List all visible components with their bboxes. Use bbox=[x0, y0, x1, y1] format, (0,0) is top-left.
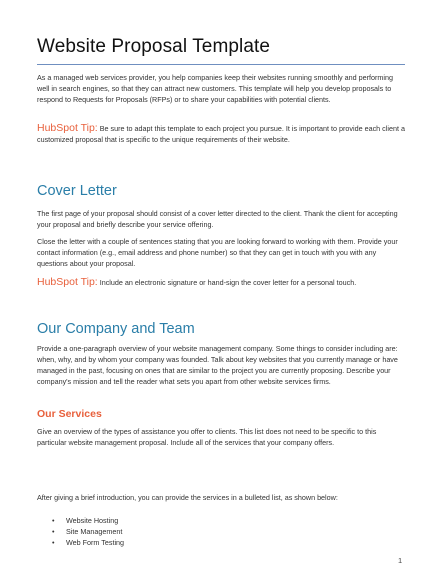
bullet-icon: • bbox=[52, 527, 55, 537]
list-item-text: Site Management bbox=[66, 527, 123, 537]
cover-letter-paragraph-1: The first page of your proposal should consist of a cover letter directed to the client. Thank the client for accepting your proposal and briefly describe your service offering. bbox=[37, 209, 398, 229]
tip-label: HubSpot Tip: bbox=[37, 276, 98, 288]
cover-letter-heading: Cover Letter bbox=[37, 183, 117, 199]
services-paragraph-1: Give an overview of the types of assistance you offer to clients. This list does not need to be specific to this particular website management proposal. Include all of the services that your company offers. bbox=[37, 427, 377, 447]
cover-letter-paragraph-2: Close the letter with a couple of sentences stating that you are looking forward to working with them. Provide your contact information (e.g., email address and phone number) so that they can get in touch with you with any questions about your proposal. bbox=[37, 237, 398, 268]
title-underline bbox=[37, 64, 405, 65]
bullet-icon: • bbox=[52, 538, 55, 548]
hubspot-tip-2 bbox=[37, 277, 407, 289]
list-item bbox=[52, 537, 124, 548]
services-paragraph-2: After giving a brief introduction, you can provide the services in a bulleted list, as shown below: bbox=[37, 493, 338, 502]
tip-text: Be sure to adapt this template to each project you pursue. It is important to provide each client a customized proposal that is specific to the unique requirements of their website. bbox=[37, 124, 405, 144]
tip-text: Include an electronic signature or hand-sign the cover letter for a personal touch. bbox=[97, 278, 357, 287]
list-item-text: Website Hosting bbox=[66, 516, 119, 525]
company-paragraph: Provide a one-paragraph overview of your website management company. Some things to consider including are: when, why, and by whom your company was founded. Talk about key websites that you currently manage or have managed in the past, focusing on ones that are similar to the project you are currently proposing. Describe your company's mission and tell the reader what sets you apart from other website services firms. bbox=[37, 344, 398, 386]
company-team-heading: Our Company and Team bbox=[37, 321, 195, 337]
list-item bbox=[52, 515, 124, 526]
bullet-icon: • bbox=[52, 516, 55, 525]
services-list bbox=[52, 515, 124, 549]
list-item-text: Web Form Testing bbox=[66, 538, 125, 548]
hubspot-tip-1 bbox=[37, 123, 407, 146]
page-title: Website Proposal Template bbox=[37, 36, 271, 57]
page-number: 1 bbox=[398, 556, 403, 565]
services-heading: Our Services bbox=[37, 408, 102, 420]
list-item bbox=[52, 526, 124, 537]
tip-label: HubSpot Tip: bbox=[37, 122, 98, 134]
intro-paragraph: As a managed web services provider, you help companies keep their websites running smoothly and performing well in search engines, so that they can attract new customers. This template will help you develop proposals to respond to Requests for Proposals (RFPs) or to share your capabilities with potential clients. bbox=[37, 73, 393, 104]
